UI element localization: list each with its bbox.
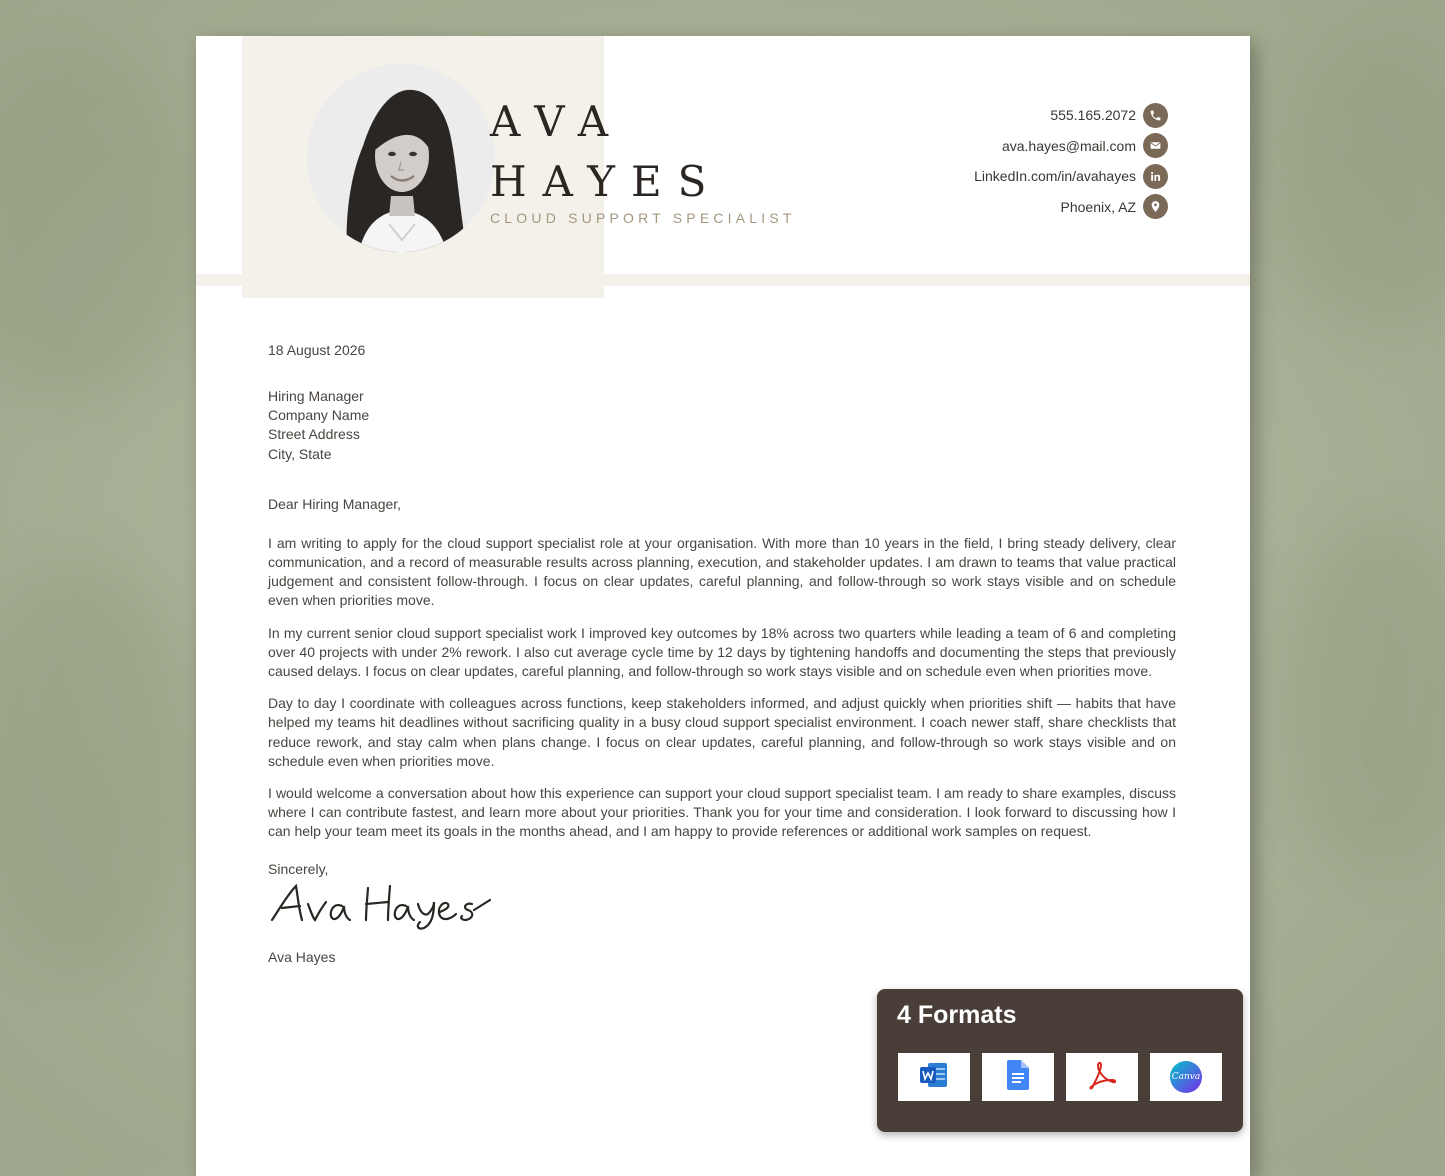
body-paragraph: I am writing to apply for the cloud support specialist role at your organisation. With more than 10 years in the field, I bring steady delivery, clear communication, and a record of measurable results across planning, execution, and stakeholder updates. I am drawn to teams that value practical judgement and consistent follow-through. I focus on clear updates, careful planning, and follow-through so work stays visible and on schedule even when priorities move. [268,534,1176,609]
closing: Sincerely, [268,860,329,877]
recipient-block [268,387,1176,464]
phone-text: 555.165.2072 [1050,107,1136,124]
pdf-icon [1087,1060,1117,1095]
formats-title: 4 Formats [897,1001,1017,1029]
formats-badge [877,989,1243,1132]
contact-phone [974,100,1168,131]
letter-body [268,336,1176,966]
recipient-line: City, State [268,445,332,462]
format-pdf [1066,1053,1138,1101]
letter-date: 18 August 2026 [268,342,366,358]
linkedin-icon [1143,164,1168,189]
body-paragraph: In my current senior cloud support specialist work I improved key outcomes by 18% across two quarters while leading a team of 6 and completing over 40 projects with under 2% rework. I also cut average cycle time by 12 days by tightening handoffs and documenting the steps that previously caused delays. I focus on clear updates, careful planning, and follow-through so work stays visible and on schedule even when priorities move. [268,624,1176,680]
email-text: ava.hayes@mail.com [1001,137,1136,154]
recipient-line: Company Name [268,407,370,424]
handwritten-signature [268,880,1176,930]
google-docs-icon [1007,1060,1029,1095]
header-divider-band [196,274,1250,286]
format-google-docs [982,1053,1054,1101]
contact-linkedin [974,161,1168,192]
job-title: CLOUD SUPPORT SPECIALIST [490,210,796,226]
profile-photo [307,64,495,252]
first-name: AVA [490,97,625,146]
phone-icon [1143,103,1168,128]
contact-email [974,131,1168,162]
body-paragraph: I would welcome a conversation about how this experience can support your cloud support specialist team. I am ready to share examples, discuss where I can contribute fastest, and learn more about your priorities. Thank you for your time and consideration. I look forward to discussing how I can help your team meet its goals in the months ahead, and I am happy to provide references or additional work samples on request. [268,785,1176,840]
format-word [898,1053,970,1101]
body-paragraph: Day to day I coordinate with colleagues across functions, keep stakeholders informed, and adjust quickly when priorities shift — habits that have helped my teams hit deadlines without sacrificing quality in a busy cloud support specialist environment. I coach newer staff, share checklists that reduce rework, and stay calm when plans change. I focus on clear updates, careful planning, and follow-through so work stays visible and on schedule even when priorities move. [268,695,1176,769]
contact-list [974,100,1168,222]
greeting: Dear Hiring Manager, [268,495,402,512]
format-canva [1150,1053,1222,1101]
canva-logo-text: Canva [1171,1072,1201,1082]
candidate-name [490,92,722,212]
signed-name: Ava Hayes [268,948,336,965]
linkedin-text: LinkedIn.com/in/avahayes [974,168,1136,185]
mail-icon [1143,133,1168,158]
recipient-line: Hiring Manager [268,388,364,404]
word-icon [919,1061,949,1094]
last-name: HAYES [490,157,723,206]
location-text: Phoenix, AZ [1060,198,1136,215]
contact-location [974,192,1168,223]
canva-icon [1170,1061,1202,1093]
location-pin-icon [1143,194,1168,219]
recipient-line: Street Address [268,426,360,443]
